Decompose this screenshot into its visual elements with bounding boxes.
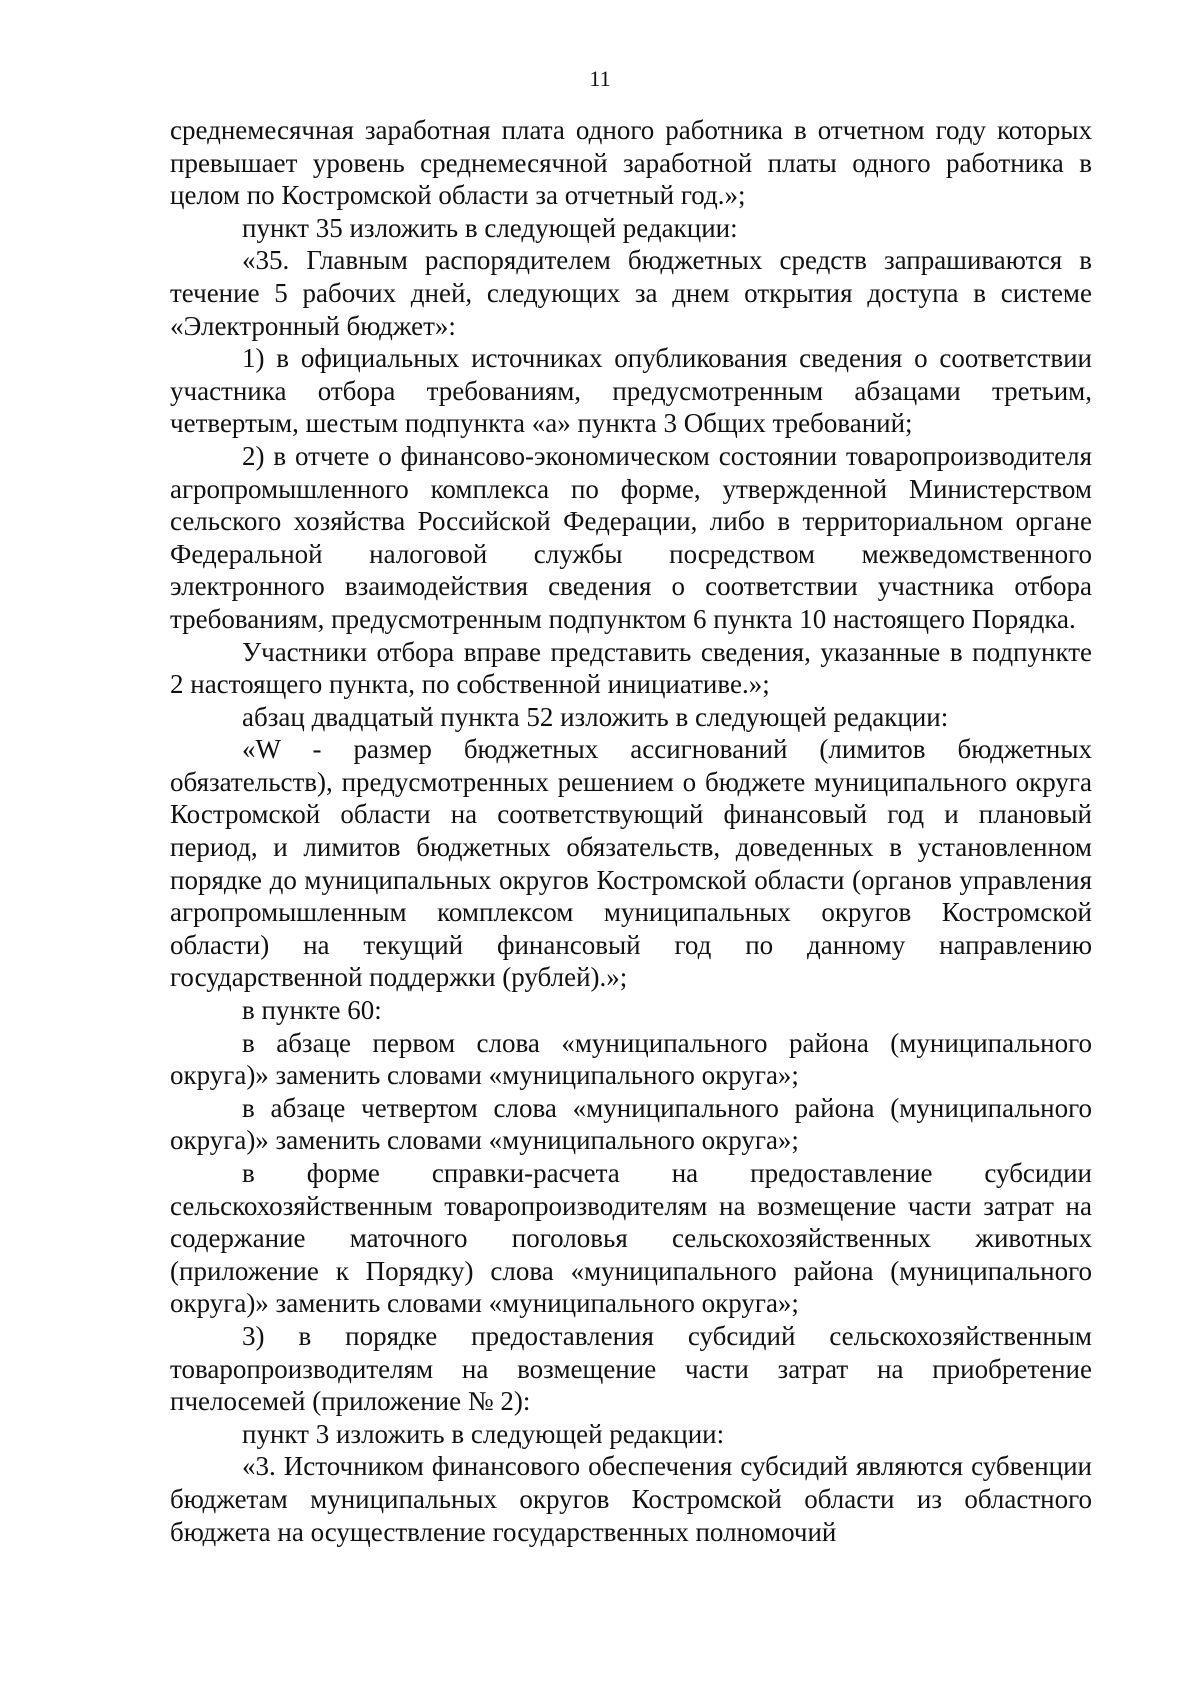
- paragraph-p60-first: в абзаце первом слова «муниципального района (муниципального округа)» заменить словами «муниципального округа»;: [170, 1027, 1092, 1091]
- paragraph-p35-text: «35. Главным распорядителем бюджетных средств запрашиваются в течение 5 рабочих дней, следующих за днем открытия доступа в системе «Электронный бюджет»:: [170, 245, 1092, 341]
- paragraph-p35-item-1: 1) в официальных источниках опубликования сведения о соответствии участника отбора требованиям, предусмотренным абзацами третьим, четвертым, шестым подпункта «а» пункта 3 Общих требований;: [170, 343, 1092, 439]
- paragraph-p35-item-2: 2) в отчете о финансово-экономическом состоянии товаропроизводителя агропромышленного комплекса по форме, утвержденной Министерством сельского хозяйства Российской Федерации, либо в территориальном органе Федеральной налоговой службы посредством межведомственного электронного взаимодействия сведения о соответствии участника отбора требованиям, предусмотренным подпунктом 6 пункта 10 настоящего Порядка.: [170, 440, 1092, 634]
- paragraph-p52-text: «W - размер бюджетных ассигнований (лимитов бюджетных обязательств), предусмотренных решением о бюджете муниципального округа Костромской области на соответствующий финансовый год и плановый период, и лимитов бюджетных обязательств, доведенных в установленном порядке до муниципальных округов Костромской области (органов управления агропромышленным комплексом муниципальных округов Костромской области) на текущий финансовый год по данному направлению государственной поддержки (рублей).»;: [170, 734, 1092, 993]
- paragraph-instruction-p3: пункт 3 изложить в следующей редакции:: [242, 1418, 725, 1449]
- paragraph-p3-text: «3. Источником финансового обеспечения субсидий являются субвенции бюджетам муниципальных округов Костромской области из областного бюджета на осуществление государственных полномочий: [170, 1451, 1092, 1547]
- paragraph-instruction-p52: абзац двадцатый пункта 52 изложить в следующей редакции:: [242, 701, 949, 732]
- paragraph-p60-fourth: в абзаце четвертом слова «муниципального района (муниципального округа)» заменить словами «муниципального округа»;: [170, 1092, 1092, 1156]
- page-number: 11: [589, 66, 611, 91]
- paragraph-form-reference: в форме справки-расчета на предоставление субсидии сельскохозяйственным товаропроизводителям на возмещение части затрат на содержание маточного поголовья сельскохозяйственных животных (приложение к Порядку) слова «муниципального района (муниципального округа)» заменить словами «муниципального округа»;: [170, 1158, 1092, 1319]
- paragraph-item-3: 3) в порядке предоставления субсидий сельскохозяйственным товаропроизводителям на возмещение части затрат на приобретение пчелосемей (приложение № 2):: [170, 1320, 1092, 1417]
- paragraph-instruction-p35: пункт 35 изложить в следующей редакции:: [242, 212, 738, 243]
- paragraph-continuation: среднемесячная заработная плата одного работника в отчетном году которых превышает уровень среднемесячной заработной платы одного работника в целом по Костромской области за отчетный год.»;: [170, 115, 1092, 211]
- document-body: [170, 114, 1092, 1548]
- paragraph-p60-heading: в пункте 60:: [242, 995, 382, 1026]
- paragraph-participants: Участники отбора вправе представить сведения, указанные в подпункте 2 настоящего пункта, по собственной инициативе.»;: [170, 636, 1092, 700]
